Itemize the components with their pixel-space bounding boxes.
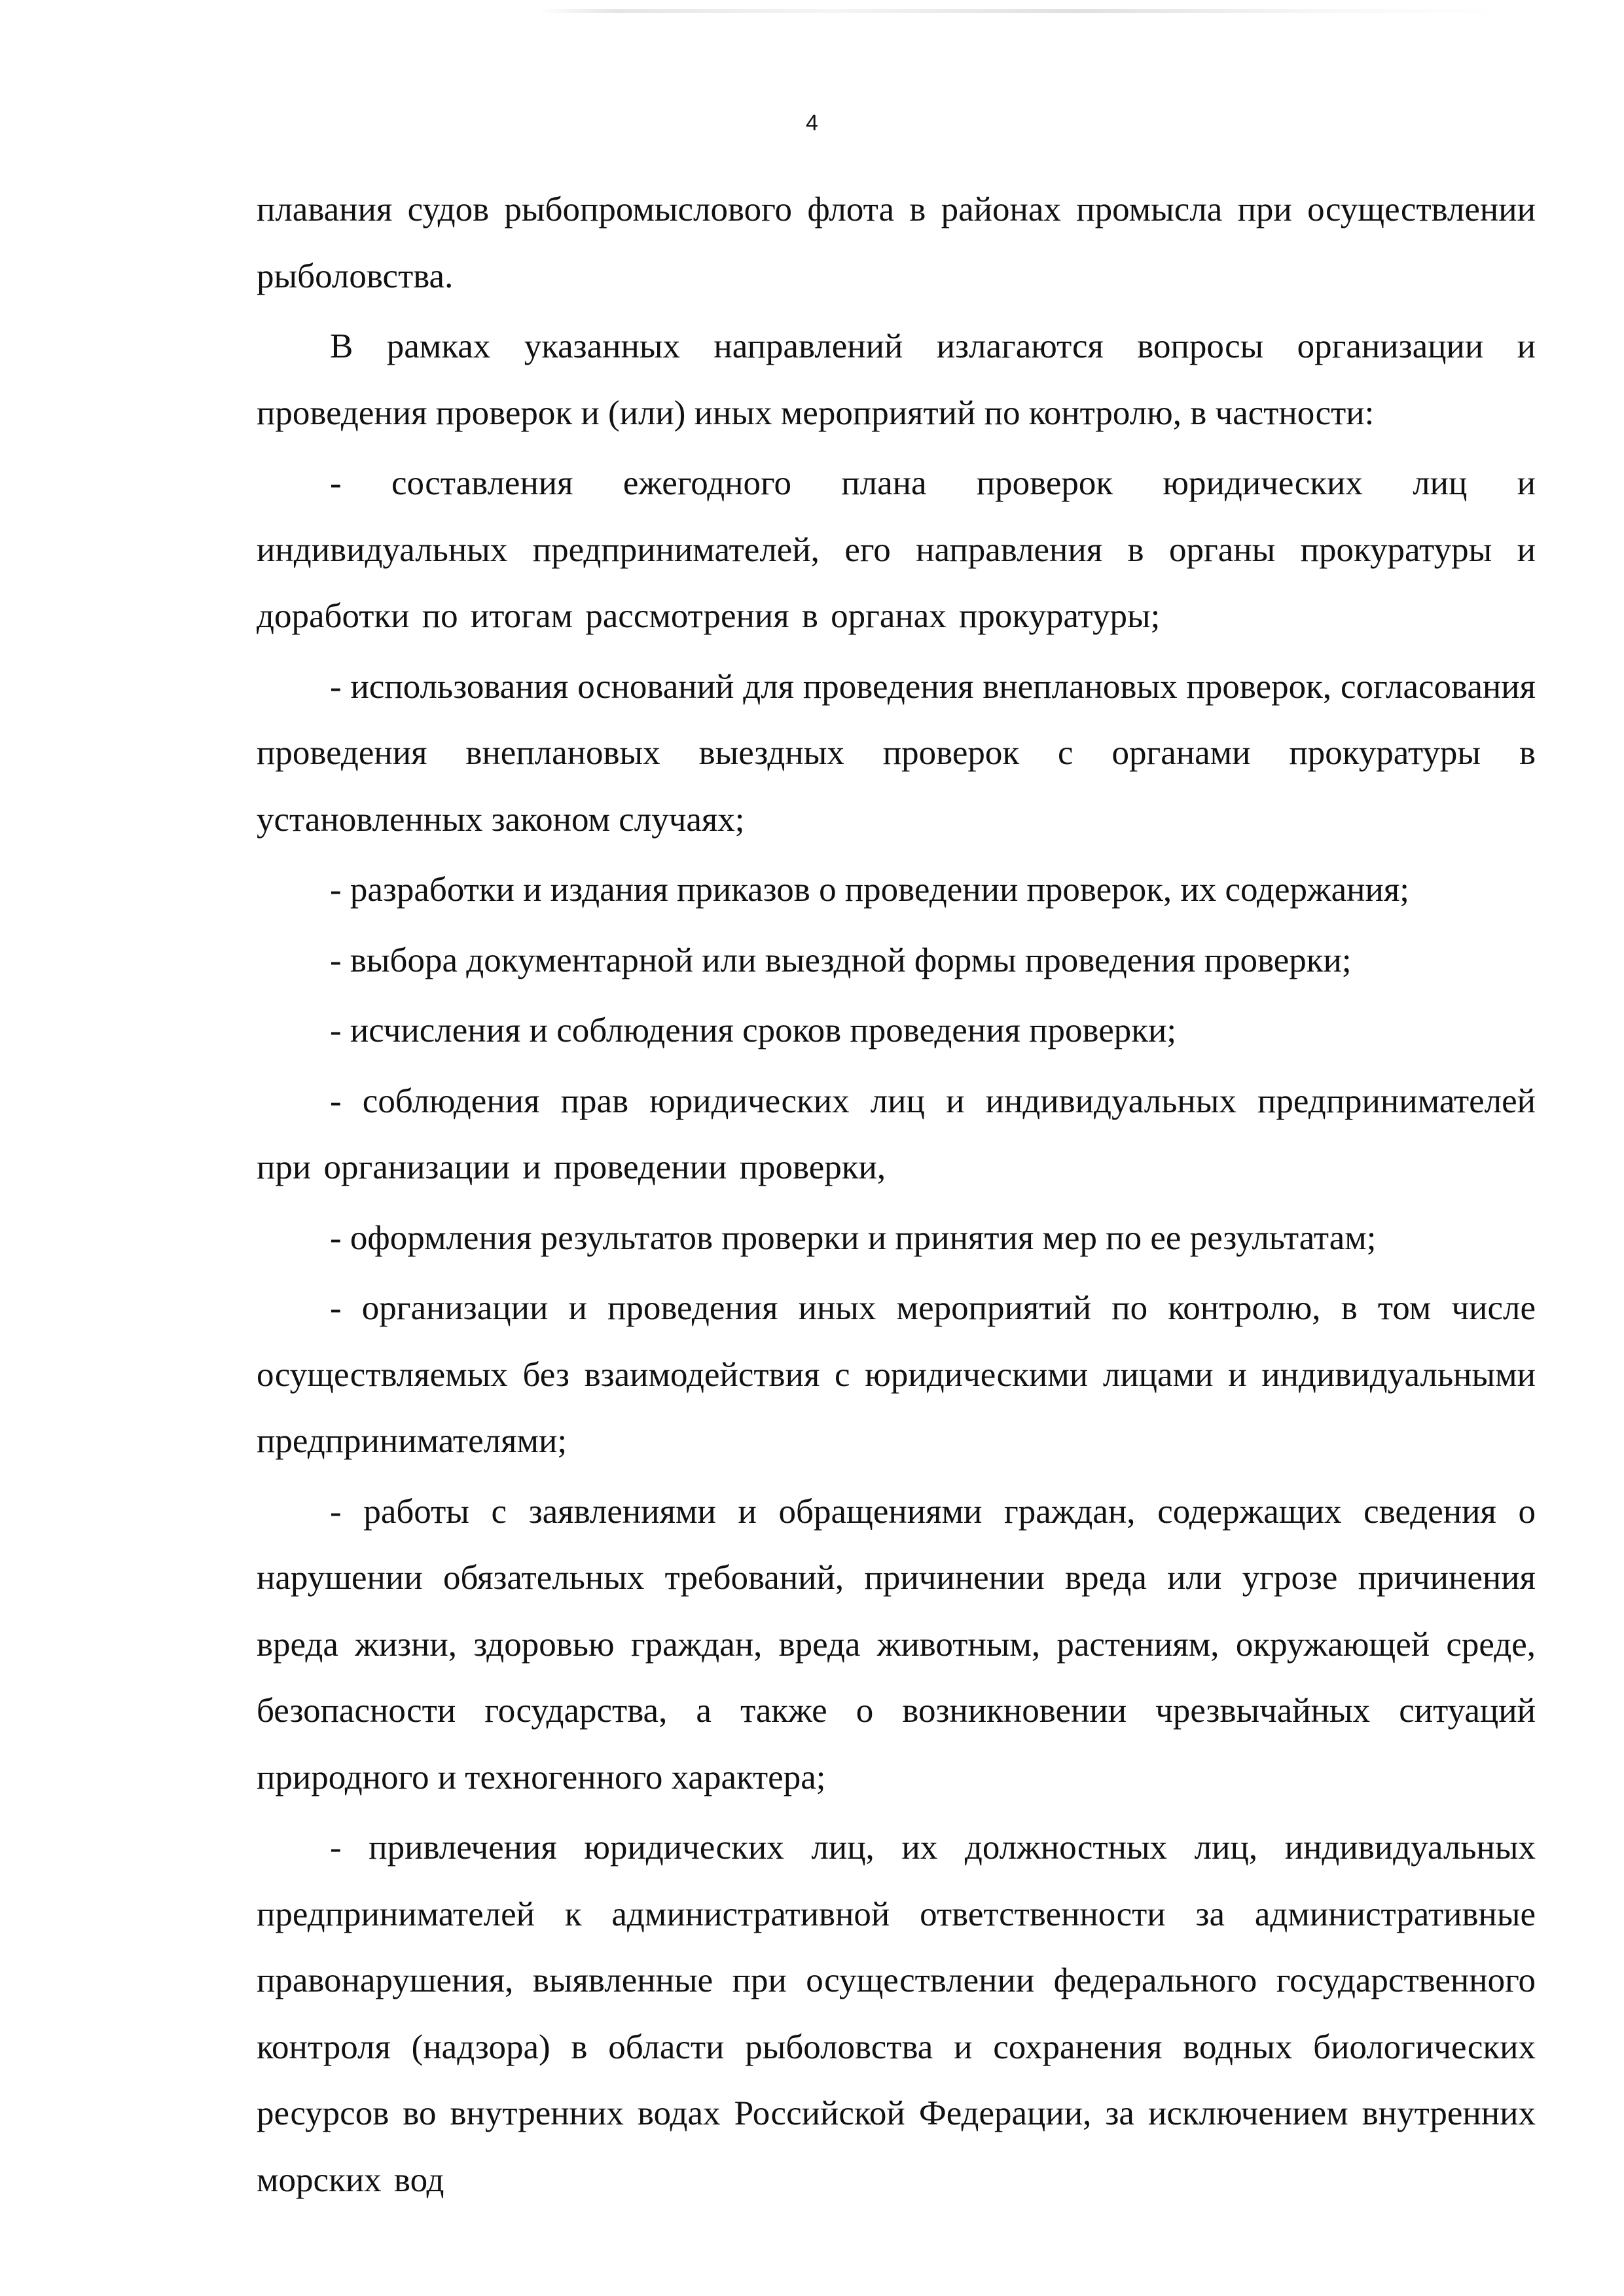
list-item-annual-plan: - составления ежегодного плана проверок юридических лиц и индивидуальных предпринимателей, его направления в органы прокуратуры и доработки по итогам рассмотрения в органах прокуратуры; xyxy=(257,464,1536,635)
list-item-results: - оформления результатов проверки и принятия мер по ее результатам; xyxy=(330,1218,1377,1257)
list-item-deadlines: - исчисления и соблюдения сроков проведения проверки; xyxy=(330,1011,1177,1049)
list-item-other-measures: - организации и проведения иных мероприятий по контролю, в том числе осуществляемых без взаимодействия с юридическими лицами и индивидуальными предпринимателями; xyxy=(257,1289,1536,1460)
list-item-unscheduled-inspections: - использования оснований для проведения внеплановых проверок, согласования проведения внеплановых выездных проверок с органами прокуратуры в установленных законом случаях; xyxy=(257,667,1536,839)
list-item-administrative-liability: - привлечения юридических лиц, их должностных лиц, индивидуальных предпринимателей к административной ответственности за административные правонарушения, выявленные при осуществлении федерального государственного контроля (надзора) в области рыболовства и сохранения водных биологических ресурсов во внутренних водах Российской Федерации, за исключением внутренних морских вод xyxy=(257,1829,1536,2199)
page-number: 4 xyxy=(806,111,818,136)
document-body xyxy=(257,177,1536,2217)
list-item-rights: - соблюдения прав юридических лиц и индивидуальных предпринимателей при организации и проведении проверки, xyxy=(257,1082,1536,1186)
list-item-citizen-appeals: - работы с заявлениями и обращениями граждан, содержащих сведения о нарушении обязательных требований, причинении вреда или угрозе причинения вреда жизни, здоровью граждан, вреда животным, растениям, окружающей среде, безопасности государства, а также о возникновении чрезвычайных ситуаций природного и техногенного характера; xyxy=(257,1492,1536,1796)
paragraph-continuation: плавания судов рыбопромыслового флота в районах промысла при осуществлении рыболовства. xyxy=(257,191,1536,295)
list-item-orders: - разработки и издания приказов о проведении проверок, их содержания; xyxy=(330,871,1409,909)
list-item-inspection-form: - выбора документарной или выездной формы проведения проверки; xyxy=(330,941,1352,979)
paragraph-intro: В рамках указанных направлений излагаются вопросы организации и проведения проверок и (или) иных мероприятий по контролю, в частности: xyxy=(257,327,1536,432)
scan-artifact xyxy=(537,9,1519,13)
